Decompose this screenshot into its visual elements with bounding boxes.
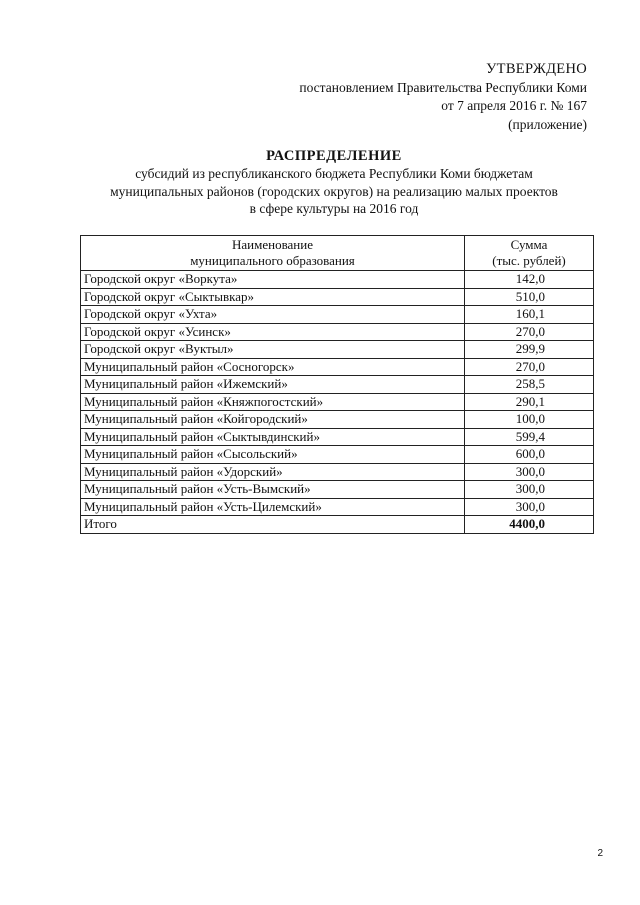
table-row — [81, 428, 594, 446]
row-municipality-name: Городской округ «Вуктыл» — [81, 341, 465, 359]
column-header-sum-line-2: (тыс. рублей) — [492, 253, 566, 268]
table-row — [81, 271, 594, 289]
row-subsidy-sum: 270,0 — [465, 358, 594, 376]
table-row — [81, 393, 594, 411]
table-row — [81, 358, 594, 376]
page-number: 2 — [597, 848, 603, 859]
distribution-table — [80, 235, 594, 534]
column-header-sum — [465, 236, 594, 271]
table-header-row — [81, 236, 594, 271]
approval-date: от 7 апреля 2016 г. № 167 — [441, 98, 587, 113]
row-subsidy-sum: 599,4 — [465, 428, 594, 446]
row-subsidy-sum: 299,9 — [465, 341, 594, 359]
row-subsidy-sum: 300,0 — [465, 498, 594, 516]
table-row — [81, 376, 594, 394]
row-municipality-name: Муниципальный район «Удорский» — [81, 463, 465, 481]
row-subsidy-sum: 258,5 — [465, 376, 594, 394]
table-row — [81, 411, 594, 429]
table-row — [81, 498, 594, 516]
table-row — [81, 446, 594, 464]
row-subsidy-sum: 510,0 — [465, 288, 594, 306]
column-header-name-line-1: Наименование — [232, 237, 313, 252]
row-municipality-name: Муниципальный район «Усть-Цилемский» — [81, 498, 465, 516]
table-row — [81, 481, 594, 499]
document-subtitle-line-3: в сфере культуры на 2016 год — [249, 201, 419, 216]
row-municipality-name: Муниципальный район «Койгородский» — [81, 411, 465, 429]
table-row — [81, 288, 594, 306]
document-heading — [60, 147, 608, 218]
row-municipality-name: Муниципальный район «Усть-Вымский» — [81, 481, 465, 499]
approval-decree: постановлением Правительства Республики Коми — [299, 79, 587, 95]
row-municipality-name: Муниципальный район «Ижемский» — [81, 376, 465, 394]
row-subsidy-sum: 300,0 — [465, 463, 594, 481]
row-municipality-name: Городской округ «Усинск» — [81, 323, 465, 341]
column-header-name-line-2: муниципального образования — [190, 253, 355, 268]
document-subtitle-line-2: муниципальных районов (городских округов) на реализацию малых проектов — [110, 183, 558, 199]
row-municipality-name: Муниципальный район «Сосногорск» — [81, 358, 465, 376]
column-header-sum-line-1: Сумма — [510, 237, 548, 252]
total-sum: 4400,0 — [465, 516, 594, 534]
row-municipality-name: Муниципальный район «Сысольский» — [81, 446, 465, 464]
row-subsidy-sum: 300,0 — [465, 481, 594, 499]
row-municipality-name: Городской округ «Ухта» — [81, 306, 465, 324]
row-subsidy-sum: 160,1 — [465, 306, 594, 324]
table-row — [81, 323, 594, 341]
table-body — [81, 271, 594, 516]
row-subsidy-sum: 270,0 — [465, 323, 594, 341]
column-header-name — [81, 236, 465, 271]
table-row — [81, 463, 594, 481]
row-subsidy-sum: 100,0 — [465, 411, 594, 429]
row-municipality-name: Муниципальный район «Сыктывдинский» — [81, 428, 465, 446]
row-municipality-name: Городской округ «Сыктывкар» — [81, 288, 465, 306]
document-title: РАСПРЕДЕЛЕНИЕ — [266, 148, 402, 164]
approval-stamp: УТВЕРЖДЕНО — [486, 61, 587, 77]
table-total-row — [81, 516, 594, 534]
row-subsidy-sum: 290,1 — [465, 393, 594, 411]
row-municipality-name: Муниципальный район «Княжпогостский» — [81, 393, 465, 411]
row-subsidy-sum: 600,0 — [465, 446, 594, 464]
approval-block — [299, 60, 587, 134]
approval-note: (приложение) — [508, 116, 587, 132]
document-subtitle-line-1: субсидий из республиканского бюджета Республики Коми бюджетам — [135, 166, 533, 181]
table-row — [81, 341, 594, 359]
row-municipality-name: Городской округ «Воркута» — [81, 271, 465, 289]
table-row — [81, 306, 594, 324]
total-label: Итого — [81, 516, 465, 534]
row-subsidy-sum: 142,0 — [465, 271, 594, 289]
